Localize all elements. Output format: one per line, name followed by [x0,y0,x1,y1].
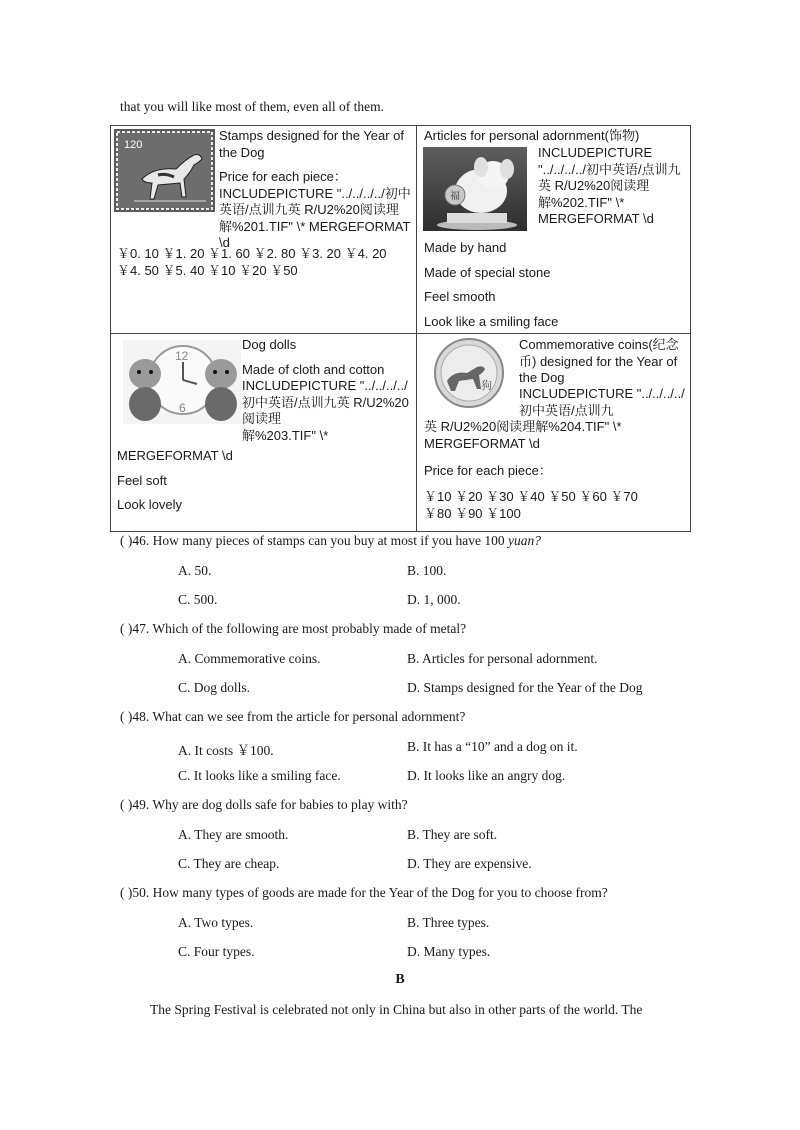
question-49 [120,797,408,813]
question-46 [120,533,541,549]
option-46-b: B. 100. [407,563,447,578]
stamp-value: 120 [124,139,143,151]
question-italic: yuan? [508,533,542,548]
intro-text: that you will like most of them, even all of them. [120,99,384,114]
option-48-a: A. It costs ￥100. [178,743,274,758]
option-49-a: A. They are smooth. [178,827,289,842]
option-47-d: D. Stamps designed for the Year of the Dog [407,680,643,695]
adornment-feature-2: Made of special stone [424,264,551,280]
stamps-title: Stamps designed for the Year of the Dog [219,128,405,160]
dog-figurine-icon [423,147,527,231]
option-48-c: C. It looks like a smiling face. [178,768,341,783]
question-text: ( )49. Why are dog dolls safe for babies to play with? [120,797,408,812]
svg-text:福: 福 [450,191,460,202]
adornment-feature-1: Made by hand [424,240,507,255]
adornment-title: Articles for personal adornment(饰物) [424,128,640,143]
ads-table [110,125,691,532]
coins-title: Commemorative coins(纪念币) designed for the Year of the Dog [519,337,679,385]
option-49-c: C. They are cheap. [178,856,280,871]
option-49-d: D. They are expensive. [407,856,532,871]
stamps-values-line1: ￥0. 10 ￥1. 20 ￥1. 60 ￥2. 80 ￥3. 20 ￥4. 20 [117,246,387,261]
dog-coin-icon [423,337,515,409]
table-divider-vertical [416,126,417,531]
dolls-cell-text [242,337,414,444]
option-46-a: A. 50. [178,563,212,578]
dolls-features [117,444,412,518]
stamps-values-line2: ￥4. 50 ￥5. 40 ￥10 ￥20 ￥50 [117,263,298,278]
coins-values-line2: ￥80 ￥90 ￥100 [424,506,521,521]
option-47-a: A. Commemorative coins. [178,651,321,666]
passage-paragraph: The Spring Festival is celebrated not only in China but also in other parts of the world. The [150,1002,643,1017]
question-48 [120,709,465,725]
option-47-c: C. Dog dolls. [178,680,251,695]
stamps-cell-text [219,128,411,260]
dolls-title: Dog dolls [242,337,297,352]
dog-doll-clock-icon [123,340,241,424]
question-text: ( )46. How many pieces of stamps can you buy at most if you have 100 [120,533,509,548]
stamps-values [117,245,412,279]
option-47-b: B. Articles for personal adornment. [407,651,598,666]
dolls-include-b: 解%203.TIF" \* [242,427,329,443]
dolls-feature-1: Feel soft [117,472,167,488]
option-48-b: B. It has a “10” and a dog on it. [407,739,578,754]
option-46-c: C. 500. [178,592,218,607]
svg-text:狗: 狗 [481,379,492,392]
option-50-c: C. Four types. [178,944,255,959]
question-47 [120,621,466,637]
dolls-include-a: INCLUDEPICTURE "../../../../初中英语/点训九英 R/U2%20阅读理 [242,378,409,426]
question-text: ( )47. Which of the following are most probably made of metal? [120,621,467,636]
adornment-feature-4: Look like a smiling face [424,313,559,329]
question-50 [120,885,608,901]
svg-text:12: 12 [175,349,189,363]
question-text: ( )50. How many types of goods are made for the Year of the Dog for you to choose from? [120,885,608,900]
dolls-feature-2: Look lovely [117,497,183,512]
option-46-d: D. 1, 000. [407,592,461,607]
coins-include-b: 英 R/U2%20阅读理解%204.TIF" \* MERGEFORMAT \d [424,419,622,451]
adornment-include: INCLUDEPICTURE "../../../../初中英语/点训九英 R/U2%20阅读理解%202.TIF" \* MERGEFORMAT \d [538,145,681,226]
option-50-d: D. Many types. [407,944,491,959]
coins-include-a: INCLUDEPICTURE "../../../../初中英语/点训九 [519,386,685,418]
adornment-features [424,236,684,334]
dog-stamp-icon [114,129,215,212]
option-49-b: B. They are soft. [407,827,498,842]
adornment-feature-3: Feel smooth [424,289,496,304]
option-50-b: B. Three types. [407,915,490,930]
stamps-price: Price for each piece：INCLUDEPICTURE "../../../../初中英语/点训九英 R/U2%20阅读理解%201.TIF" \* MERGEFORMAT \d [219,169,411,250]
coins-price: Price for each piece： [424,463,552,478]
dolls-material: Made of cloth and cotton [242,361,385,377]
dolls-include-c: MERGEFORMAT \d [117,448,233,463]
coins-values [424,488,686,522]
section-heading-b: B [395,972,405,987]
question-text: ( )48. What can we see from the article for personal adornment? [120,709,466,724]
option-50-a: A. Two types. [178,915,254,930]
svg-text:6: 6 [179,401,186,415]
coins-values-line1: ￥10 ￥20 ￥30 ￥40 ￥50 ￥60 ￥70 [424,489,638,504]
option-48-d: D. It looks like an angry dog. [407,768,566,783]
